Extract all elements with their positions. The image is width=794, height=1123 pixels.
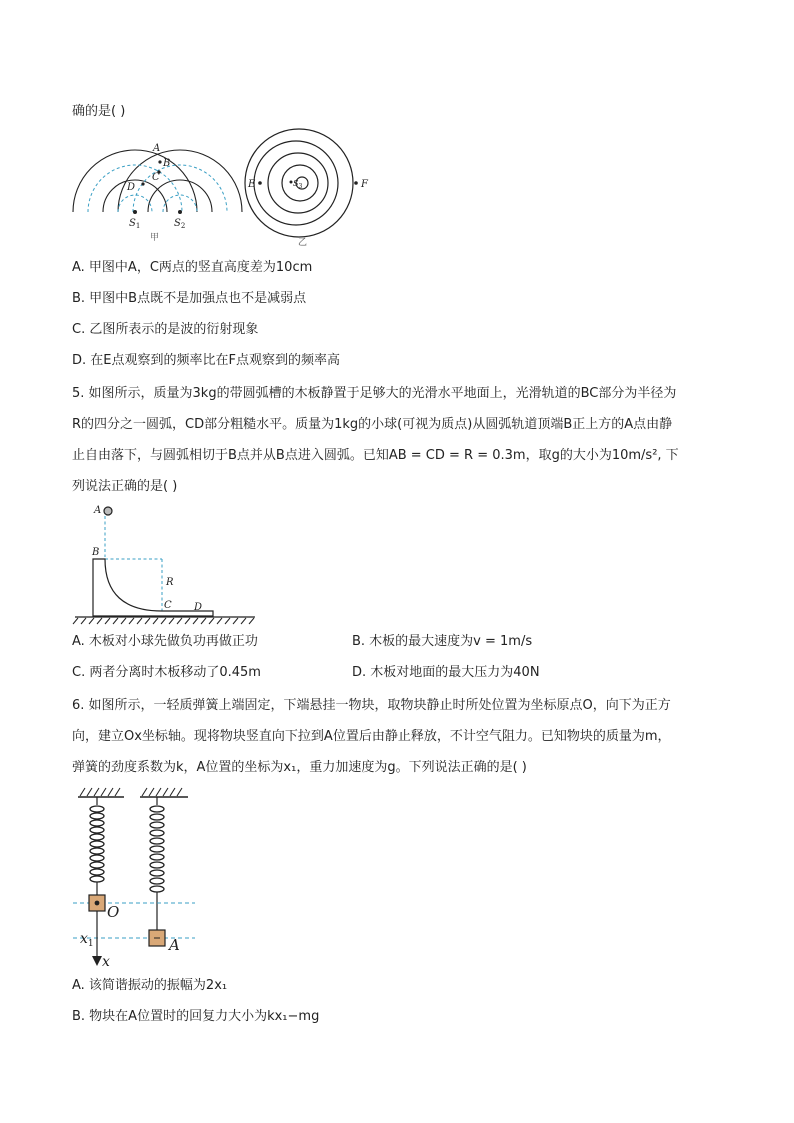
q4-option-a: A. 甲图中A，C两点的竖直高度差为10cm [72,260,313,275]
figure-q5-board [70,500,260,625]
q6-option-a: A. 该简谐振动的振幅为2x₁ [72,978,228,993]
q5-option-c: C. 两者分离时木板移动了0.45m [72,665,261,680]
label-s2: $S_2$ [174,218,186,230]
label-c: C [164,600,172,611]
label-d: D [127,182,136,193]
point-d [141,182,144,185]
point-f [354,181,358,185]
figure-jia-interference [70,140,245,243]
point-s1 [133,210,137,214]
q5-option-b: B. 木板的最大速度为v = 1m/s [352,634,533,649]
label-a: A [153,143,161,154]
label-a: A [94,505,102,516]
label-s3: $S_3$ [293,179,303,190]
label-d: D [194,602,203,613]
q5-stem-line-3: 止自由落下，与圆弧相切于B点并从B点进入圆弧。已知AB = CD = R = 0.3m，取g的大小为10m/s², 下 [72,448,679,463]
x-axis-arrow [92,956,102,966]
ball-a [104,507,112,515]
point-b [158,160,161,163]
caption-jia: 甲 [150,233,160,243]
q6-option-b: B. 物块在A位置时的回复力大小为kx₁−mg [72,1009,320,1024]
q6-stem-line-2: 向，建立Ox坐标轴。现将物块竖直向下拉到A位置后由静止释放，不计空气阻力。已知物块的质量为m， [72,729,671,744]
q6-stem-line-1: 6. 如图所示，一轻质弹簧上端固定，下端悬挂一物块，取物块静止时所处位置为坐标原点O，向下为正方 [72,698,671,713]
label-e: E [248,179,256,190]
label-x1: $x_1$ [80,931,94,949]
point-e [258,181,262,185]
q4-option-c: C. 乙图所表示的是波的衍射现象 [72,322,259,337]
q4-option-b: B. 甲图中B点既不是加强点也不是减弱点 [72,291,307,306]
wave-s1-r4 [73,150,197,212]
label-s1: $S_1$ [129,218,141,230]
wave-s2-r4 [118,150,242,212]
q5-option-a: A. 木板对小球先做负功再做正功 [72,634,258,649]
q5-stem-line-4: 列说法正确的是( ) [72,479,178,494]
label-c: C [152,172,160,183]
wave-s2-r3 [133,165,227,212]
label-r: R [166,577,174,588]
wave-s2-r2 [148,180,212,212]
q5-stem-line-1: 5. 如图所示，质量为3kg的带圆弧槽的木板静置于足够大的光滑水平地面上，光滑轨道的BC部分为半径为 [72,386,677,401]
figure-q6-spring [70,785,205,970]
q6-stem-line-3: 弹簧的劲度系数为k，A位置的坐标为x₁，重力加速度为g。下列说法正确的是( ) [72,760,527,775]
wave-s1-r1 [118,195,152,212]
q5-stem-line-2: R的四分之一圆弧，CD部分粗糙水平。质量为1kg的小球(可视为质点)从圆弧轨道顶端B正上方的A点由静 [72,417,673,432]
label-a: A [169,936,180,954]
label-x: x [102,954,110,970]
label-o: O [107,903,120,921]
q5-option-d: D. 木板对地面的最大压力为40N [352,665,540,680]
label-f: F [361,179,368,190]
label-b: B [92,547,100,558]
caption-yi: 乙 [298,238,308,248]
point-s2 [178,210,182,214]
label-b: B [163,158,171,169]
q4-option-d: D. 在E点观察到的频率比在F点观察到的频率高 [72,353,340,368]
figure-yi-doppler [240,130,380,248]
q4-stem-tail: 确的是( ) [72,104,126,119]
